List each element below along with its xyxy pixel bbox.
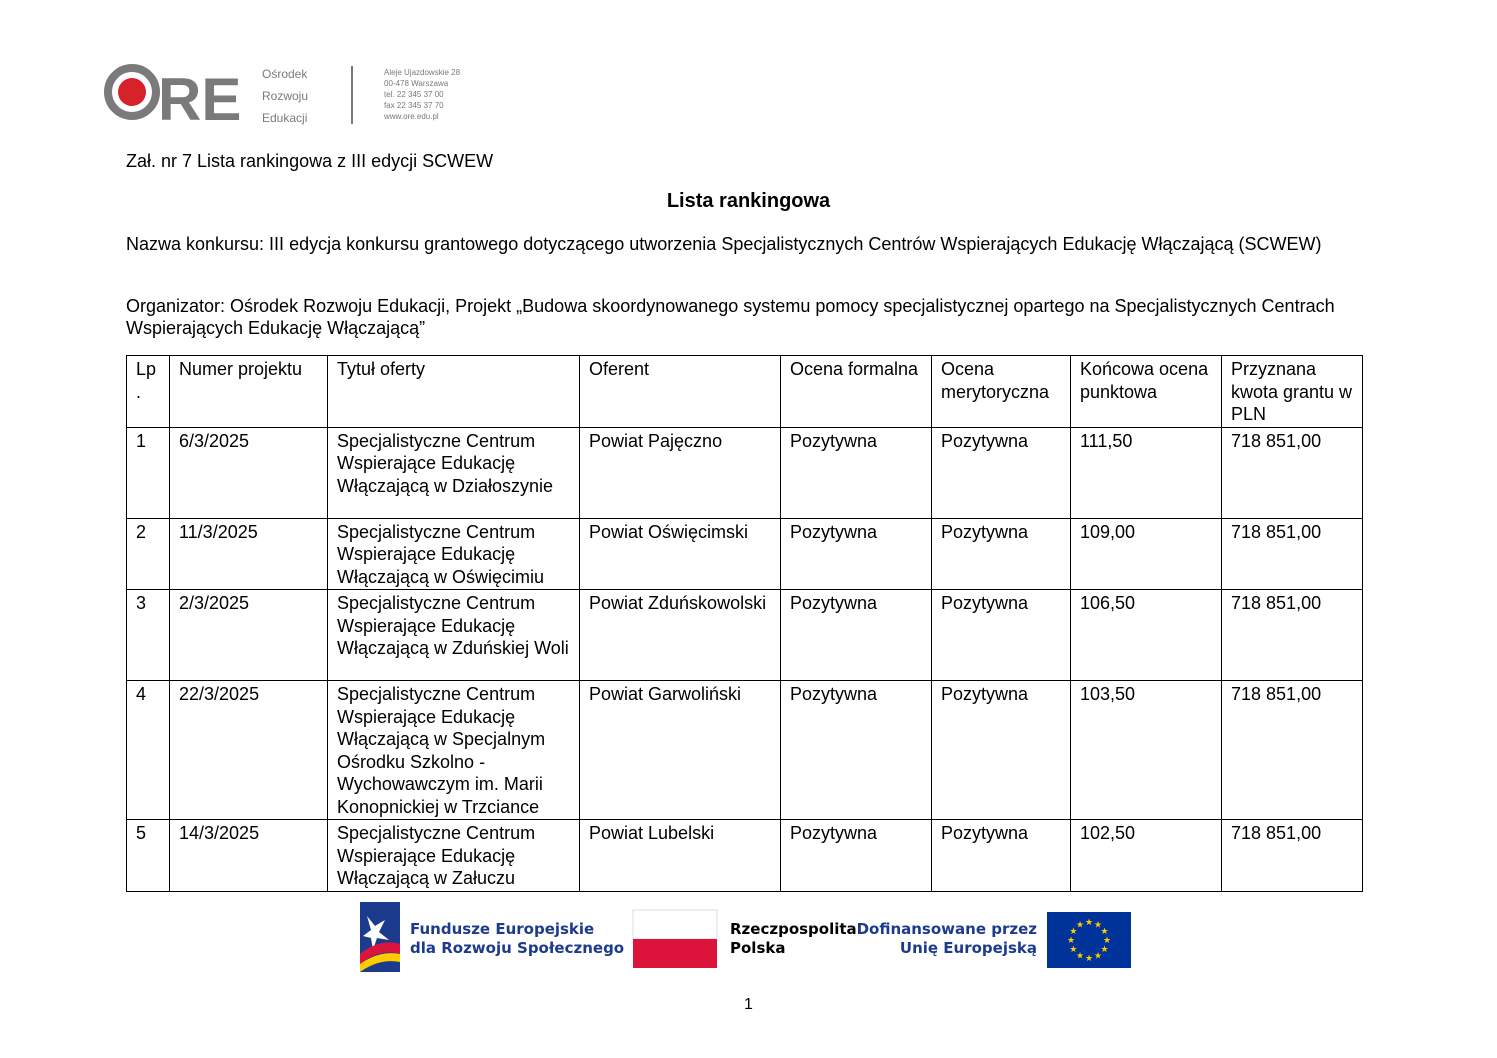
cell-grant-amount: 718 851,00: [1222, 427, 1363, 518]
header-final-score: Końcowa ocena punktowa: [1071, 356, 1222, 428]
cell-project-number: 6/3/2025: [170, 427, 328, 518]
header-grant-amount: Przyznana kwota grantu w PLN: [1222, 356, 1363, 428]
table-row: [127, 590, 1363, 681]
cell-merit-rating: Pozytywna: [932, 820, 1071, 892]
cell-final-score: 109,00: [1071, 518, 1222, 590]
pl-flag-red: [633, 939, 717, 968]
cell-final-score: 103,50: [1071, 681, 1222, 820]
cell-bidder: Powiat Pajęczno: [580, 427, 781, 518]
eu-star-icon: ★: [1066, 935, 1076, 945]
pl-flag-white: [633, 910, 717, 939]
cell-lp: 5: [127, 820, 170, 892]
eu-star-icon: ★: [1100, 926, 1109, 936]
cell-formal-rating: Pozytywna: [781, 590, 932, 681]
header-merit-rating: Ocena merytoryczna: [932, 356, 1071, 428]
cell-final-score: 111,50: [1071, 427, 1222, 518]
cell-merit-rating: Pozytywna: [932, 518, 1071, 590]
cell-grant-amount: 718 851,00: [1222, 681, 1363, 820]
cell-merit-rating: Pozytywna: [932, 590, 1071, 681]
ore-name-line-2: Rozwoju: [262, 89, 309, 103]
cell-formal-rating: Pozytywna: [781, 820, 932, 892]
ranking-table: [126, 355, 1363, 892]
rp-line-1: Rzeczpospolita: [730, 920, 857, 938]
eu-star-icon: ★: [1075, 919, 1085, 930]
cell-grant-amount: 718 851,00: [1222, 820, 1363, 892]
eu-star-icon: ★: [1084, 953, 1094, 963]
ore-address-line-1: Aleje Ujazdowskie 28: [384, 68, 461, 77]
cell-project-number: 11/3/2025: [170, 518, 328, 590]
fe-line-2: dla Rozwoju Społecznego: [410, 939, 625, 957]
eu-star-icon: ★: [1093, 919, 1103, 930]
funding-logos: [355, 898, 1145, 978]
header-bidder: Oferent: [580, 356, 781, 428]
ore-name-line-1: Ośrodek: [262, 67, 308, 81]
cell-offer-title: Specjalistyczne Centrum Wspierające Edukację Włączającą w Działoszynie: [328, 427, 580, 518]
header-project-number: Numer projektu: [170, 356, 328, 428]
cell-bidder: Powiat Garwoliński: [580, 681, 781, 820]
cell-formal-rating: Pozytywna: [781, 681, 932, 820]
ore-logo-dot: [118, 78, 146, 106]
cell-offer-title: Specjalistyczne Centrum Wspierające Edukację Włączającą w Oświęcimiu: [328, 518, 580, 590]
cell-offer-title: Specjalistyczne Centrum Wspierające Edukację Włączającą w Specjalnym Ośrodku Szkolno - Wychowawczym im. Marii Konopnickiej w Trzciance: [328, 681, 580, 820]
cell-bidder: Powiat Lubelski: [580, 820, 781, 892]
eu-star-icon: ★: [1084, 917, 1094, 927]
cell-project-number: 22/3/2025: [170, 681, 328, 820]
eu-star-icon: ★: [1069, 944, 1078, 954]
cell-formal-rating: Pozytywna: [781, 427, 932, 518]
eu-logo: [857, 912, 1131, 968]
fe-logo: [360, 902, 624, 972]
table-header-row: [127, 356, 1363, 428]
cell-offer-title: Specjalistyczne Centrum Wspierające Edukację Włączającą w Zduńskiej Woli: [328, 590, 580, 681]
fe-line-1: Fundusze Europejskie: [410, 920, 595, 938]
ore-logo: [100, 58, 480, 128]
page-title: Lista rankingowa: [666, 190, 831, 212]
cell-bidder: Powiat Oświęcimski: [580, 518, 781, 590]
cell-bidder: Powiat Zduńskowolski: [580, 590, 781, 681]
table-row: [127, 681, 1363, 820]
cell-offer-title: Specjalistyczne Centrum Wspierające Edukację Włączającą w Załuczu: [328, 820, 580, 892]
ore-name-line-3: Edukacji: [262, 111, 308, 125]
page-number: 1: [744, 996, 753, 1013]
eu-star-icon: ★: [1069, 926, 1078, 936]
cell-final-score: 102,50: [1071, 820, 1222, 892]
cell-lp: 3: [127, 590, 170, 681]
competition-name: Nazwa konkursu: III edycja konkursu grantowego dotyczącego utworzenia Specjalistycznych Centrów Wspierających Edukację Włączającą (SCWEW): [126, 234, 1322, 254]
cell-grant-amount: 718 851,00: [1222, 518, 1363, 590]
ore-logo-mark: RE: [158, 66, 242, 128]
header-offer-title: Tytuł oferty: [328, 356, 580, 428]
header-formal-rating: Ocena formalna: [781, 356, 932, 428]
eu-star-icon: ★: [1100, 944, 1109, 954]
cell-lp: 2: [127, 518, 170, 590]
table-row: [127, 518, 1363, 590]
organizer: Organizator: Ośrodek Rozwoju Edukacji, Projekt „Budowa skoordynowanego systemu pomocy specjalistycznej opartego na Specjalistycznych Centrach Wspierających Edukację Włączającą”: [126, 296, 1335, 338]
ore-address-line-5: www.ore.edu.pl: [384, 112, 439, 121]
rp-line-2: Polska: [730, 939, 786, 957]
eu-star-icon: ★: [1102, 935, 1112, 945]
cell-merit-rating: Pozytywna: [932, 681, 1071, 820]
eu-line-1: Dofinansowane przez: [856, 920, 1037, 938]
cell-merit-rating: Pozytywna: [932, 427, 1071, 518]
cell-lp: 4: [127, 681, 170, 820]
eu-star-icon: ★: [1075, 950, 1085, 961]
header-lp: Lp.: [127, 356, 170, 428]
cell-grant-amount: 718 851,00: [1222, 590, 1363, 681]
table-row: [127, 820, 1363, 892]
ore-address-line-3: tel. 22 345 37 00: [384, 90, 444, 99]
eu-line-2: Unię Europejską: [899, 939, 1037, 957]
cell-final-score: 106,50: [1071, 590, 1222, 681]
ore-address-line-4: fax 22 345 37 70: [384, 101, 444, 110]
cell-formal-rating: Pozytywna: [781, 518, 932, 590]
cell-project-number: 14/3/2025: [170, 820, 328, 892]
eu-star-icon: ★: [1093, 950, 1103, 961]
cell-lp: 1: [127, 427, 170, 518]
rp-logo: [633, 910, 857, 968]
cell-project-number: 2/3/2025: [170, 590, 328, 681]
ore-address-line-2: 00-478 Warszawa: [384, 79, 449, 88]
table-row: [127, 427, 1363, 518]
attachment-label: Zał. nr 7 Lista rankingowa z III edycji SCWEW: [126, 151, 494, 171]
